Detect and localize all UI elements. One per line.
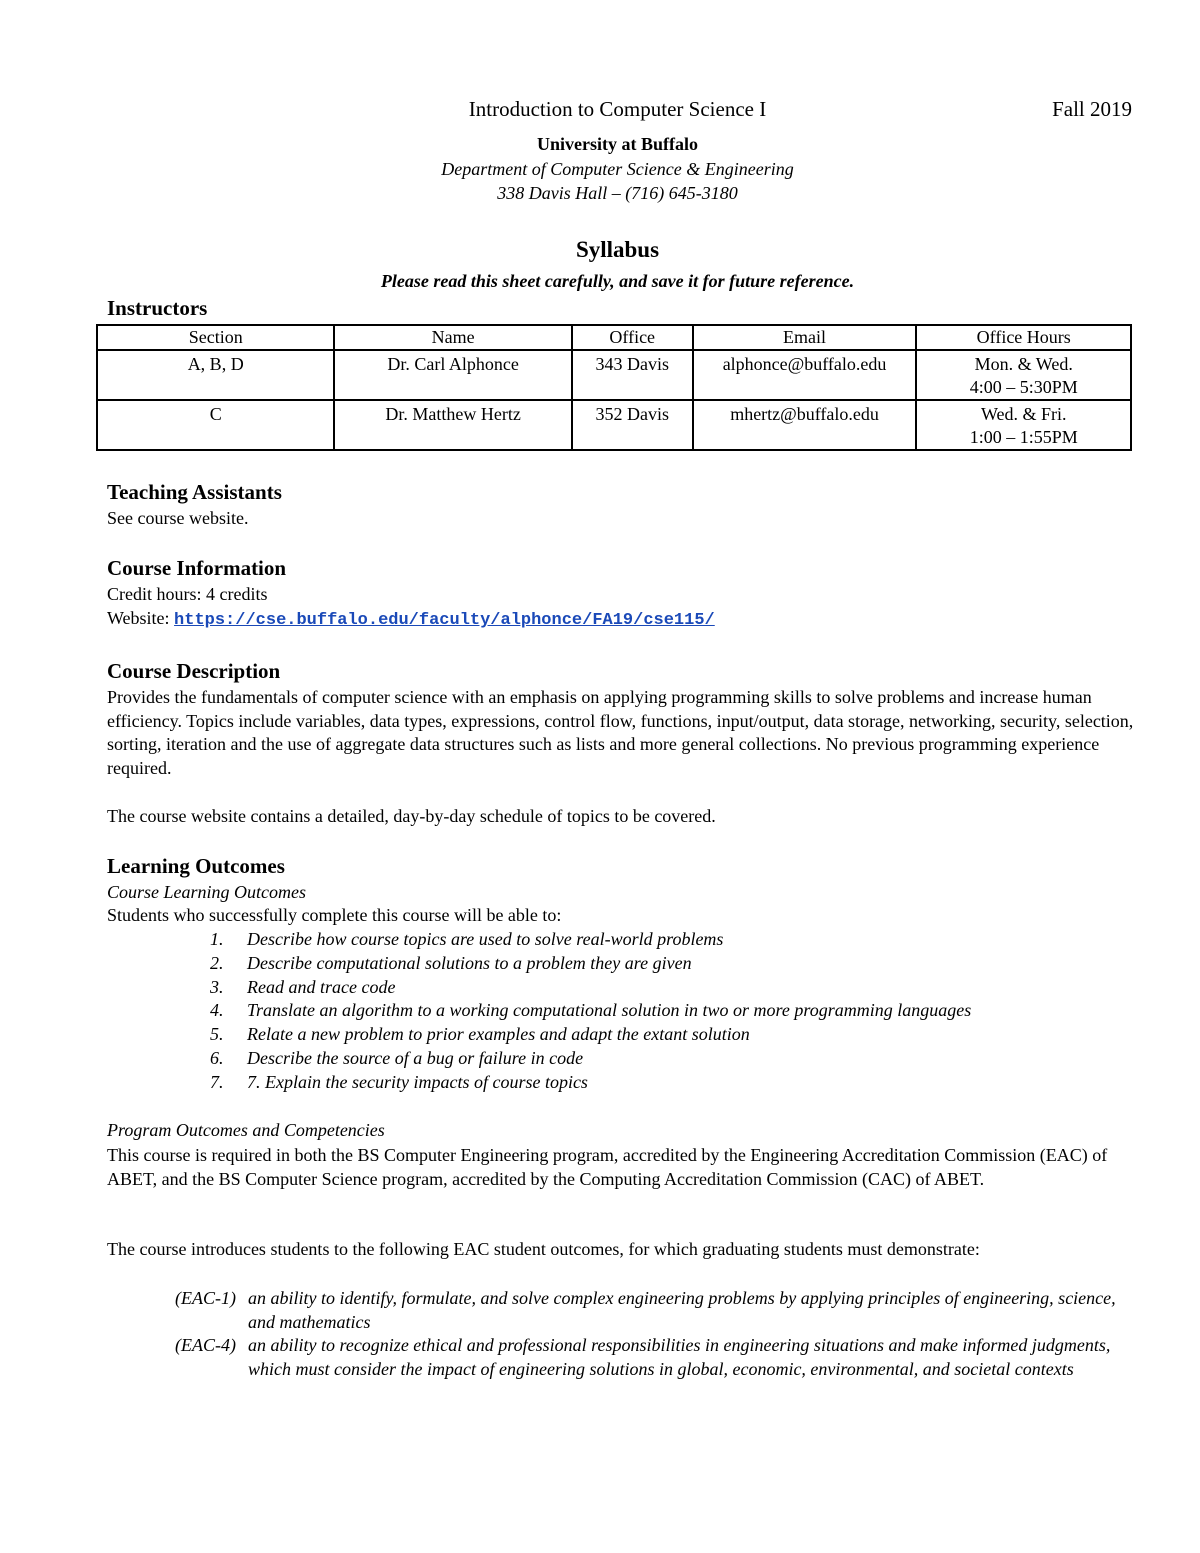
list-item: 7. 7. Explain the security impacts of course topics xyxy=(210,1071,588,1092)
list-item: 5. Relate a new problem to prior examples and adapt the extant solution xyxy=(210,1024,750,1045)
course-learning-outcomes-subheading: Course Learning Outcomes xyxy=(107,882,306,902)
instructors-heading: Instructors xyxy=(107,296,208,320)
table-row xyxy=(97,400,1131,450)
office-hours-days: Wed. & Fri. xyxy=(980,404,1067,424)
term: Fall 2019 xyxy=(1052,97,1132,121)
cell-office: 343 Davis xyxy=(572,350,693,400)
learning-outcomes-heading: Learning Outcomes xyxy=(107,854,285,878)
program-outcomes-paragraph: This course is required in both the BS Computer Engineering program, accredited by the Engineering Accreditation Commission (EAC) of ABET, and the BS Computer Science program, accredited by the Computing Accreditation Commission (CAC) of ABET. xyxy=(107,1145,1108,1189)
eac-code: (EAC-1) xyxy=(175,1288,236,1308)
department-address: 338 Davis Hall – (716) 645-3180 xyxy=(497,183,738,203)
cell-email: mhertz@buffalo.edu xyxy=(693,400,917,450)
eac-code: (EAC-4) xyxy=(175,1335,236,1355)
cell-office-hours xyxy=(916,400,1131,450)
teaching-assistants-heading: Teaching Assistants xyxy=(107,480,282,504)
course-website-link[interactable]: https://cse.buffalo.edu/faculty/alphonce/FA19/cse115/ xyxy=(174,611,715,630)
program-outcomes-subheading: Program Outcomes and Competencies xyxy=(107,1120,385,1140)
learning-outcomes-intro: Students who successfully complete this course will be able to: xyxy=(107,905,562,925)
page-subtitle: Please read this sheet carefully, and save it for future reference. xyxy=(380,271,855,291)
course-title: Introduction to Computer Science I xyxy=(468,97,767,121)
column-header-email: Email xyxy=(693,325,917,350)
eac-outcomes-intro: The course introduces students to the following EAC student outcomes, for which graduating students must demonstrate: xyxy=(107,1239,980,1259)
cell-section: A, B, D xyxy=(97,350,334,400)
office-hours-time: 1:00 – 1:55PM xyxy=(969,427,1078,447)
list-item: 6. Describe the source of a bug or failure in code xyxy=(210,1047,584,1068)
list-item: 3. Read and trace code xyxy=(210,976,396,997)
column-header-section: Section xyxy=(97,325,334,350)
cell-name: Dr. Carl Alphonce xyxy=(334,350,571,400)
university-name: University at Buffalo xyxy=(537,134,698,154)
credit-hours: Credit hours: 4 credits xyxy=(107,584,268,604)
office-hours-days: Mon. & Wed. xyxy=(974,354,1073,374)
eac-text: an ability to recognize ethical and professional responsibilities in engineering situations and make informed judgments, which must consider the impact of engineering solutions in global, economic, environmental, and societal contexts xyxy=(248,1335,1111,1379)
department-name: Department of Computer Science & Engineering xyxy=(441,159,794,179)
column-header-name: Name xyxy=(334,325,571,350)
course-information-heading: Course Information xyxy=(107,556,287,580)
table-row xyxy=(97,350,1131,400)
cell-section: C xyxy=(97,400,334,450)
table-header-row xyxy=(97,325,1131,350)
cell-name: Dr. Matthew Hertz xyxy=(334,400,571,450)
website-line xyxy=(107,608,715,630)
list-item: 4. Translate an algorithm to a working computational solution in two or more programming languages xyxy=(210,1000,972,1021)
website-label: Website: xyxy=(107,608,170,628)
eac-text: an ability to identify, formulate, and solve complex engineering problems by applying principles of engineering, science, and mathematics xyxy=(248,1288,1116,1332)
instructors-table xyxy=(96,324,1132,451)
cell-email: alphonce@buffalo.edu xyxy=(693,350,917,400)
course-schedule-note: The course website contains a detailed, day-by-day schedule of topics to be covered. xyxy=(107,806,716,826)
list-item: 2. Describe computational solutions to a problem they are given xyxy=(210,952,692,973)
eac-outcome-item xyxy=(175,1334,1135,1381)
learning-outcomes-list xyxy=(210,928,971,1095)
course-description-heading: Course Description xyxy=(107,659,281,683)
eac-outcome-item xyxy=(175,1287,1135,1334)
cell-office-hours xyxy=(916,350,1131,400)
teaching-assistants-text: See course website. xyxy=(107,508,249,528)
course-description-paragraph: Provides the fundamentals of computer science with an emphasis on applying programming skills to solve problems and increase human efficiency. Topics include variables, data types, expressions, control flow, functions, input/output, data storage, networking, security, selection, sorting, iteration and the use of aggregate data structures such as lists and more general collections. No previous programming experience required. xyxy=(107,687,1134,778)
office-hours-time: 4:00 – 5:30PM xyxy=(969,377,1078,397)
page-title: Syllabus xyxy=(575,237,660,262)
column-header-office: Office xyxy=(572,325,693,350)
cell-office: 352 Davis xyxy=(572,400,693,450)
column-header-office-hours: Office Hours xyxy=(916,325,1131,350)
list-item: 1. Describe how course topics are used to solve real-world problems xyxy=(210,929,724,949)
